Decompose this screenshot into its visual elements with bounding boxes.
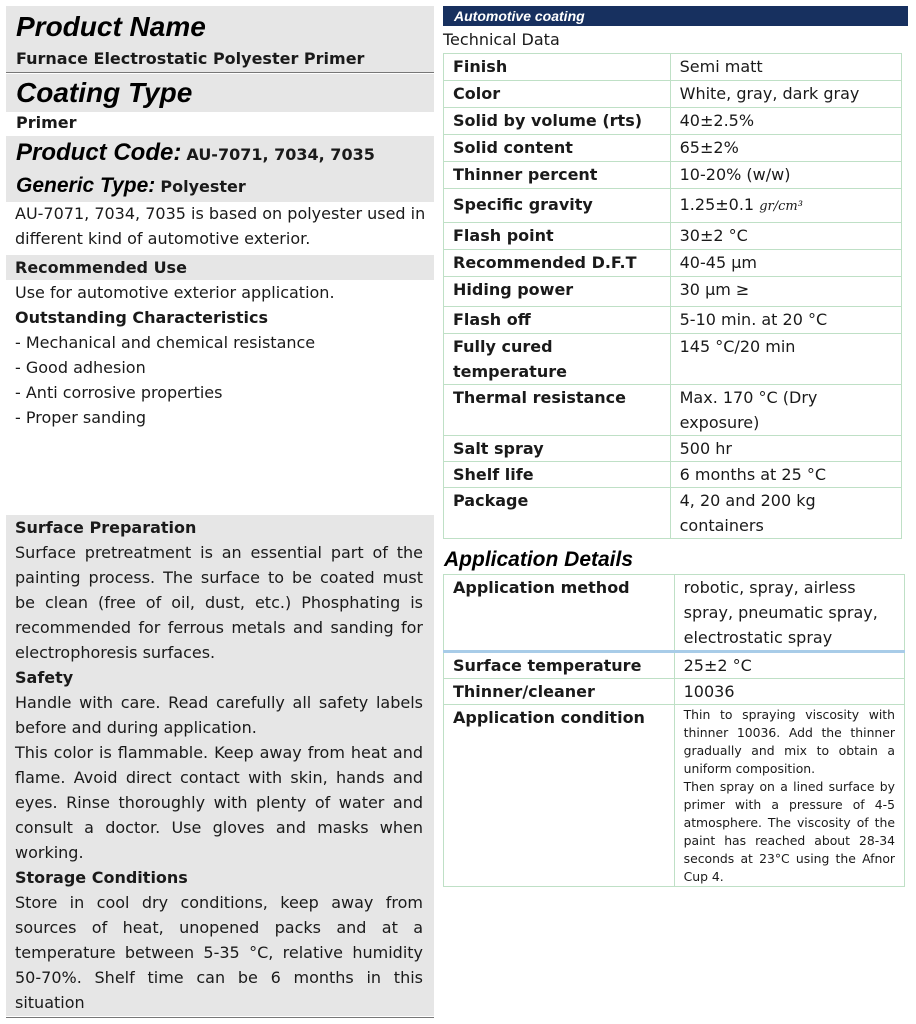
table-key: Flash off: [444, 307, 671, 334]
table-value-cell: [674, 705, 904, 887]
generic-type-value: Polyester: [160, 177, 246, 196]
table-key: Solid by volume (rts): [444, 108, 671, 135]
table-row: [444, 81, 902, 108]
table-row: [444, 385, 902, 436]
table-value: 30±2 °C: [670, 223, 901, 250]
banner: [443, 6, 908, 26]
outstanding-characteristics-heading: Outstanding Characteristics: [15, 308, 268, 327]
table-value: Semi matt: [670, 54, 901, 81]
divider: [6, 72, 434, 73]
table-key: Solid content: [444, 135, 671, 162]
outstanding-characteristics-list: [15, 330, 315, 430]
table-key: Finish: [444, 54, 671, 81]
table-value: 30 µm ≥: [670, 277, 901, 307]
table-row: [444, 223, 902, 250]
table-key: Thermal resistance: [444, 385, 671, 436]
table-row: [444, 575, 905, 652]
table-key: Flash point: [444, 223, 671, 250]
coating-type-heading: Coating Type: [16, 77, 193, 108]
generic-type-line: [16, 171, 246, 202]
left-column: [0, 0, 440, 1024]
table-key: Application method: [444, 575, 675, 652]
table-row: [444, 488, 902, 539]
recommended-use-heading: Recommended Use: [15, 258, 187, 277]
application-details-heading: Application Details: [444, 548, 634, 571]
table-row: [444, 436, 902, 462]
divider: [6, 1017, 434, 1018]
table-value: robotic, spray, airless spray, pneumatic spray, electrostatic spray: [674, 575, 904, 652]
list-item: - Proper sanding: [15, 408, 147, 427]
unit-label: gr/cm³: [759, 199, 803, 214]
table-value: 5-10 min. at 20 °C: [670, 307, 901, 334]
list-item: - Mechanical and chemical resistance: [15, 333, 316, 352]
table-key: Shelf life: [444, 462, 671, 488]
table-row: [444, 54, 902, 81]
table-key: Application condition: [444, 705, 675, 887]
table-row: [444, 705, 905, 887]
table-key: Color: [444, 81, 671, 108]
product-code-line: [16, 137, 375, 171]
table-row: [444, 250, 902, 277]
surface-preparation-heading: Surface Preparation: [15, 518, 197, 537]
table-value: 145 °C/20 min: [670, 334, 901, 385]
table-value-cell: [670, 189, 901, 223]
application-condition-paragraph: Thin to spraying viscosity with thinner 10036. Add the thinner gradually and mix to obtain a uniform composition.: [683, 707, 895, 776]
table-key: Recommended D.F.T: [444, 250, 671, 277]
table-key: Thinner percent: [444, 162, 671, 189]
application-condition-paragraph: Then spray on a lined surface by primer with a pressure of 4-5 atmosphere. The viscosity of the paint has reached about 28-34 seconds at 23°C using the Afnor Cup 4.: [683, 779, 895, 884]
table-row: [444, 307, 902, 334]
table-row: [444, 108, 902, 135]
safety-paragraph: Handle with care. Read carefully all safety labels before and during application.: [15, 693, 423, 737]
product-code-heading: Product Code:: [16, 139, 182, 166]
safety-text: [15, 690, 423, 865]
table-value: Max. 170 °C (Dry exposure): [670, 385, 901, 436]
table-value: 4, 20 and 200 kg containers: [670, 488, 901, 539]
table-key: Specific gravity: [444, 189, 671, 223]
table-row: [444, 162, 902, 189]
table-value: 40-45 µm: [670, 250, 901, 277]
storage-conditions-heading: Storage Conditions: [15, 868, 188, 887]
recommended-use-text: Use for automotive exterior application.: [15, 283, 335, 302]
coating-type-value: Primer: [16, 113, 77, 132]
product-description: AU-7071, 7034, 7035 is based on polyester used in different kind of automotive exterior.: [15, 204, 426, 248]
table-key: Thinner/cleaner: [444, 679, 675, 705]
table-value: 65±2%: [670, 135, 901, 162]
safety-heading: Safety: [15, 668, 74, 687]
table-row: [444, 135, 902, 162]
product-code-value: AU-7071, 7034, 7035: [186, 145, 375, 164]
product-name-heading: Product Name: [16, 11, 206, 42]
table-value: 500 hr: [670, 436, 901, 462]
table-key: Surface temperature: [444, 652, 675, 679]
table-row: [444, 652, 905, 679]
technical-data-heading: Technical Data: [443, 30, 560, 49]
table-value: White, gray, dark gray: [670, 81, 901, 108]
surface-preparation-text: Surface pretreatment is an essential part of the painting process. The surface to be coated must be clean (free of oil, dust, etc.) Phosphating is recommended for ferrous metals and sanding for electrophoresis surfaces.: [15, 543, 423, 662]
table-value: 40±2.5%: [670, 108, 901, 135]
table-value: 25±2 °C: [674, 652, 904, 679]
application-details-table: [443, 574, 905, 887]
table-value: 10036: [674, 679, 904, 705]
generic-type-heading: Generic Type:: [16, 174, 156, 197]
table-row: [444, 277, 902, 307]
table-key: Fully cured temperature: [444, 334, 671, 385]
table-row: [444, 189, 902, 223]
product-name-value: Furnace Electrostatic Polyester Primer: [16, 49, 365, 68]
safety-paragraph: This color is flammable. Keep away from heat and flame. Avoid direct contact with skin, hands and eyes. Rinse thoroughly with plenty of water and consult a doctor. Use gloves and masks when working.: [15, 743, 423, 862]
technical-data-table: [443, 53, 902, 539]
table-value: 1.25±0.1: [679, 195, 755, 214]
table-row: [444, 334, 902, 385]
banner-label: Automotive coating: [454, 8, 585, 24]
table-key: Salt spray: [444, 436, 671, 462]
table-value: 6 months at 25 °C: [670, 462, 901, 488]
table-value: 10-20% (w/w): [670, 162, 901, 189]
table-row: [444, 679, 905, 705]
list-item: - Good adhesion: [15, 358, 146, 377]
table-key: Hiding power: [444, 277, 671, 307]
storage-conditions-text: Store in cool dry conditions, keep away from sources of heat, unopened packs and at a temperature between 5-35 °C, relative humidity 50-70%. Shelf time can be 6 months in this situation: [15, 893, 423, 1012]
table-key: Package: [444, 488, 671, 539]
list-item: - Anti corrosive properties: [15, 383, 223, 402]
table-row: [444, 462, 902, 488]
